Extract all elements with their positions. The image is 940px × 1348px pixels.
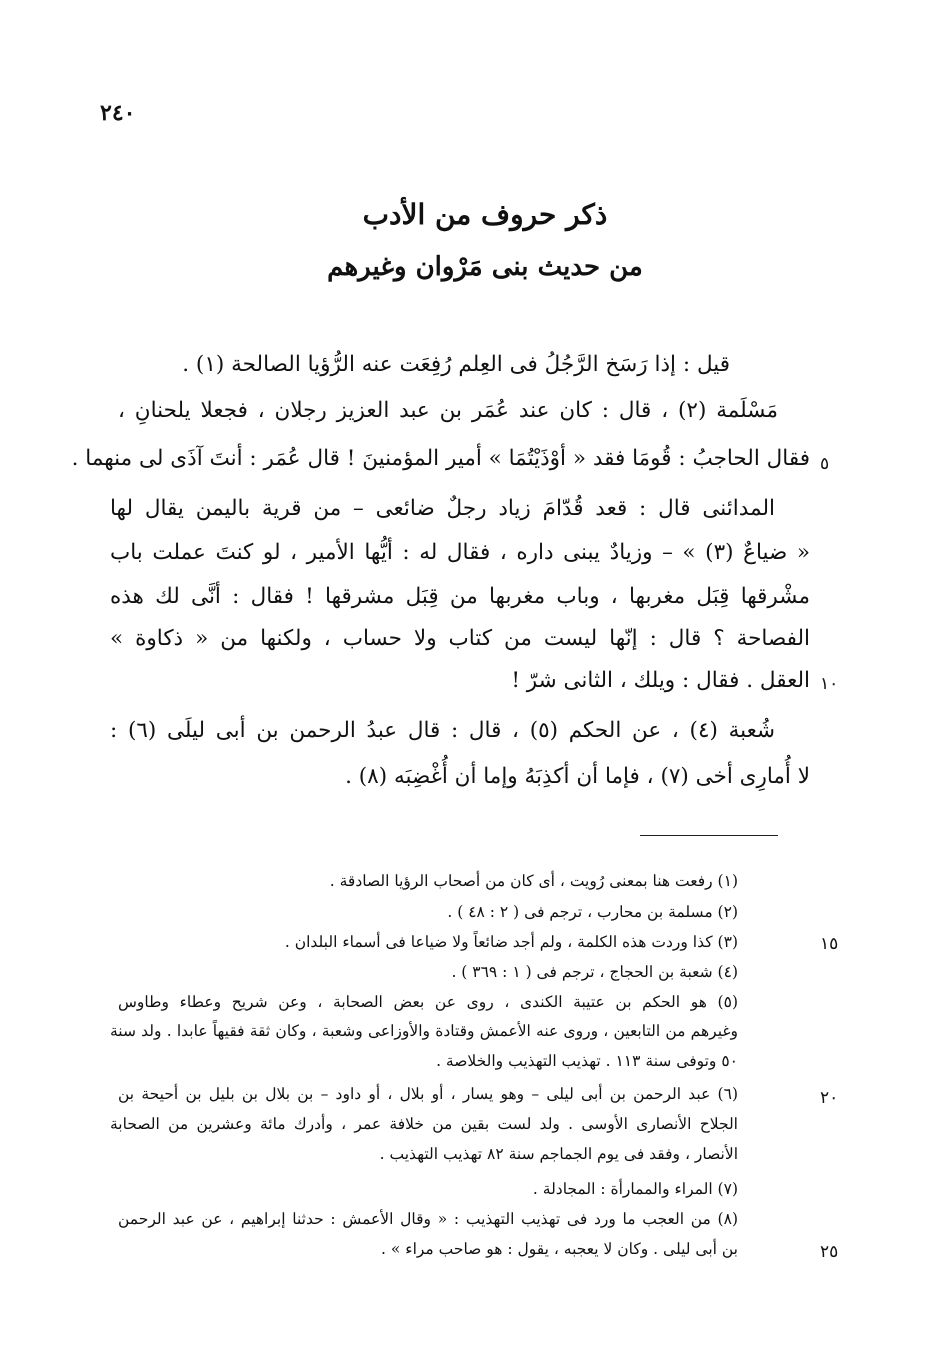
footnote-8: (٨) من العجب ما ورد فى تهذيب التهذيب : « وقال الأعمش : حدثنا إبراهيم ، عن عبد الرحمن	[118, 1210, 738, 1228]
footnote-3: (٣) كذا وردت هذه الكلمة ، ولم أجد ضائعاً ولا ضياعا فى أسماء البلدان .	[284, 933, 738, 951]
body-line: « ضياعٌ (٣) » – وزيادٌ يبنى داره ، فقال له : أيُّها الأمير ، لو كنتَ عملت باب	[110, 540, 810, 565]
footnote-separator	[640, 835, 778, 836]
footnote-6-cont: الجلاح الأنصارى الأوسى . ولد لست بقين من خلافة عمر ، وأدرك مائة وعشرين من الصحابة	[110, 1115, 738, 1133]
line-number-15: ١٥	[820, 934, 839, 954]
line-number-25: ٢٥	[820, 1242, 839, 1262]
footnote-5-cont: ٥٠ وتوفى سنة ١١٣ . تهذيب التهذيب والخلاصة .	[436, 1052, 738, 1070]
footnote-1: (١) رفعت هنا بمعنى رُويت ، أى كان من أصحاب الرؤيا الصادقة .	[329, 872, 738, 890]
footnote-8-cont: بن أبى ليلى . وكان لا يعجبه ، يقول : هو صاحب مراء » .	[381, 1240, 738, 1258]
chapter-title: ذكر حروف من الأدب	[362, 198, 608, 231]
body-line: فقال الحاجبُ : قُومَا فقد « أوْذَيْتُمَا » أمير المؤمنينَ ! قال عُمَر : أنتَ آذَى لى منهما .	[71, 446, 810, 471]
body-line: قيل : إذا رَسَخ الرَّجُلُ فى العِلم رُفِعَت عنه الرُّؤيا الصالحة (١) .	[182, 352, 730, 377]
footnote-6: (٦) عبد الرحمن بن أبى ليلى – وهو يسار ، أو بلال ، أو داود – بن بلال بن بليل بن أحيحة بن	[118, 1085, 738, 1103]
body-line: شُعبة (٤) ، عن الحكم (٥) ، قال : قال عبدُ الرحمن بن أبى ليلَى (٦) :	[110, 718, 775, 743]
body-line: المدائنى قال : قعد قُدّامَ زياد رجلٌ ضائعى – من قرية باليمن يقال لها	[110, 496, 775, 521]
footnote-5-cont: وغيرهم من التابعين ، وروى عنه الأعمش وقتادة والأوزاعى وشعبة ، وكان ثقة فقيهاً عابدا . ولد سنة	[110, 1022, 738, 1040]
footnote-6-cont: الأنصار ، وفقد فى يوم الجماجم سنة ٨٢ تهذيب التهذيب .	[379, 1145, 738, 1163]
page-number: ٢٤٠	[100, 100, 136, 126]
body-line: مَسْلَمة (٢) ، قال : كان عند عُمَر بن عبد العزيز رجلان ، فجعلا يلحنانِ ،	[118, 398, 778, 423]
body-line: العقل . فقال : ويلك ، الثانى شرّ !	[511, 668, 810, 693]
body-line: مشْرقها قِبَل مغربها ، وباب مغربها من قِبَل مشرقها ! فقال : أنَّى لك هذه	[110, 584, 810, 609]
footnote-2: (٢) مسلمة بن محارب ، ترجم فى ( ٢ : ٤٨ ) .	[447, 903, 738, 921]
footnote-5: (٥) هو الحكم بن عتيبة الكندى ، روى عن بعض الصحابة ، وعن شريح وعطاء وطاوس	[118, 993, 738, 1011]
line-number-10: ١٠	[820, 674, 839, 694]
body-line: لا أُمارِى أخى (٧) ، فإما أن أكذِبَهُ وإما أن أُغْضِبَه (٨) .	[345, 764, 810, 789]
line-number-20: ٢٠	[820, 1088, 839, 1108]
chapter-subtitle: من حديث بنى مَرْوان وغيرهم	[327, 252, 643, 282]
body-line: الفصاحة ؟ قال : إنّها ليست من كتاب ولا حساب ، ولكنها من « ذكاوة »	[110, 626, 810, 651]
footnote-4: (٤) شعبة بن الحجاج ، ترجم فى ( ١ : ٣٦٩ ) .	[451, 963, 738, 981]
line-number-5: ٥	[820, 454, 830, 474]
footnote-7: (٧) المراء والممارأة : المجادلة .	[532, 1180, 738, 1198]
